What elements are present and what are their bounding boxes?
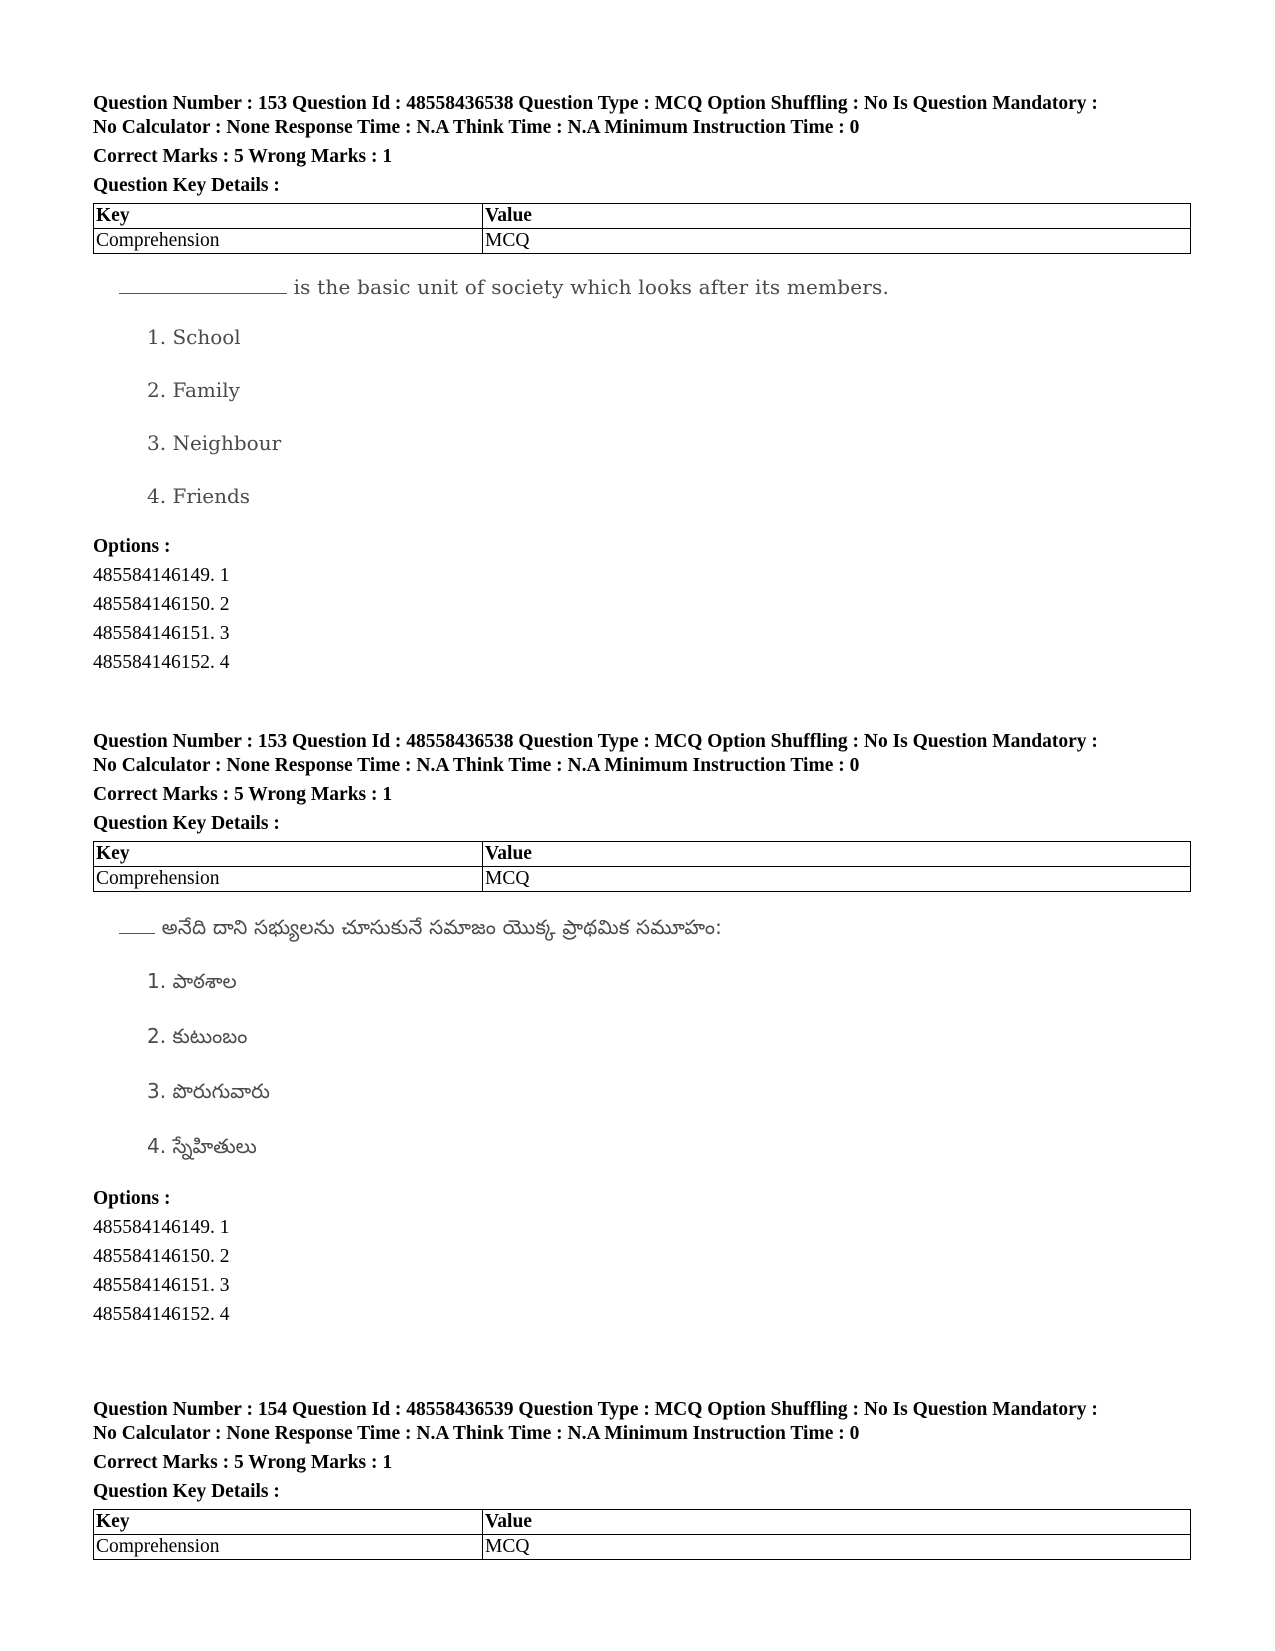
marks-line: Correct Marks : 5 Wrong Marks : 1: [93, 1452, 393, 1473]
key-details-table: [93, 203, 1191, 254]
question-header-line-1: Question Number : 154 Question Id : 48558436539 Question Type : MCQ Option Shuffling : No Is Question Mandatory :: [93, 1399, 1098, 1420]
question-block-2: [93, 730, 1195, 1327]
key-header-cell: Key: [94, 1510, 483, 1535]
table-row: [94, 1535, 1191, 1560]
choice-item: 3. పొరుగువారు: [147, 1079, 270, 1103]
value-cell: MCQ: [483, 1535, 1191, 1560]
option-row: 485584146151. 3: [93, 623, 230, 644]
question-header: [93, 730, 1195, 778]
option-row: 485584146152. 4: [93, 1304, 230, 1325]
key-cell: Comprehension: [94, 1535, 483, 1560]
option-row: 485584146152. 4: [93, 652, 230, 673]
key-details-table: [93, 841, 1191, 892]
question-stem: [119, 914, 1195, 940]
options-label: Options :: [93, 536, 171, 557]
key-cell: Comprehension: [94, 867, 483, 892]
table-header-row: [94, 204, 1191, 229]
choice-item: 3. Neighbour: [147, 431, 282, 455]
option-row: 485584146149. 1: [93, 565, 230, 586]
table-header-row: [94, 1510, 1191, 1535]
answer-blank: [119, 277, 287, 294]
question-text: is the basic unit of society which looks after its members.: [293, 275, 890, 299]
option-row: 485584146150. 2: [93, 1246, 230, 1267]
option-row: 485584146151. 3: [93, 1275, 230, 1296]
key-cell: Comprehension: [94, 229, 483, 254]
answer-blank: [119, 917, 155, 934]
option-row: 485584146149. 1: [93, 1217, 230, 1238]
choice-item: 1. School: [147, 325, 241, 349]
key-header-cell: Key: [94, 842, 483, 867]
question-block-1: [93, 92, 1195, 675]
choice-item: 4. స్నేహితులు: [147, 1134, 257, 1158]
key-header-cell: Key: [94, 204, 483, 229]
option-row: 485584146150. 2: [93, 594, 230, 615]
question-header-line-2: No Calculator : None Response Time : N.A Think Time : N.A Minimum Instruction Time : 0: [93, 117, 860, 138]
value-header-cell: Value: [483, 204, 1191, 229]
choice-item: 1. పాఠశాల: [147, 969, 237, 993]
question-header: [93, 92, 1195, 140]
question-image: [119, 274, 1195, 509]
value-cell: MCQ: [483, 867, 1191, 892]
table-row: [94, 229, 1191, 254]
question-header-line-1: Question Number : 153 Question Id : 48558436538 Question Type : MCQ Option Shuffling : No Is Question Mandatory :: [93, 93, 1098, 114]
key-details-table: [93, 1509, 1191, 1560]
question-stem: [119, 274, 1195, 300]
question-header-line-2: No Calculator : None Response Time : N.A Think Time : N.A Minimum Instruction Time : 0: [93, 755, 860, 776]
question-text: అనేది దాని సభ్యులను చూసుకునే సమాజం యొక్క ప్రాథమిక సమూహం:: [161, 915, 723, 939]
choice-item: 2. Family: [147, 378, 240, 402]
table-header-row: [94, 842, 1191, 867]
value-header-cell: Value: [483, 842, 1191, 867]
key-details-label: Question Key Details :: [93, 1481, 280, 1502]
table-row: [94, 867, 1191, 892]
question-header-line-2: No Calculator : None Response Time : N.A Think Time : N.A Minimum Instruction Time : 0: [93, 1423, 860, 1444]
choice-item: 4. Friends: [147, 484, 251, 508]
options-label: Options :: [93, 1188, 171, 1209]
value-cell: MCQ: [483, 229, 1191, 254]
question-header: [93, 1398, 1195, 1446]
key-details-label: Question Key Details :: [93, 813, 280, 834]
question-block-3: [93, 1398, 1195, 1560]
marks-line: Correct Marks : 5 Wrong Marks : 1: [93, 146, 393, 167]
key-details-label: Question Key Details :: [93, 175, 280, 196]
marks-line: Correct Marks : 5 Wrong Marks : 1: [93, 784, 393, 805]
value-header-cell: Value: [483, 1510, 1191, 1535]
question-header-line-1: Question Number : 153 Question Id : 48558436538 Question Type : MCQ Option Shuffling : No Is Question Mandatory :: [93, 731, 1098, 752]
choice-item: 2. కుటుంబం: [147, 1024, 248, 1048]
question-image: [119, 914, 1195, 1159]
